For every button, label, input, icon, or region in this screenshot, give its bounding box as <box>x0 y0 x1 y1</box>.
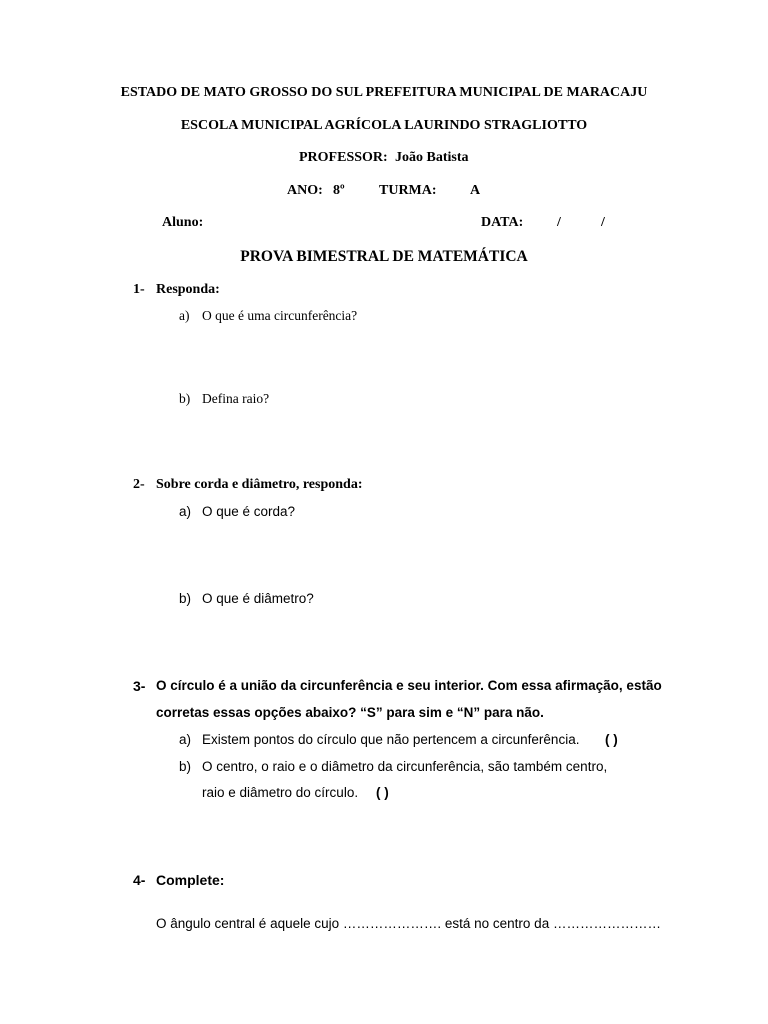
professor-name: João Batista <box>395 150 469 165</box>
q3-a-answer-box[interactable]: ( ) <box>605 732 618 747</box>
q1-number: 1- <box>133 282 145 297</box>
q4-text: Complete: <box>156 872 225 888</box>
q4-sentence: O ângulo central é aquele cujo …………………. está no centro da …………………… <box>156 916 661 931</box>
ano-value: 8º <box>333 183 345 198</box>
exam-title: PROVA BIMESTRAL DE MATEMÁTICA <box>240 248 528 265</box>
q2-b-text: O que é diâmetro? <box>202 591 314 606</box>
header-line-state: ESTADO DE MATO GROSSO DO SUL PREFEITURA MUNICIPAL DE MARACAJU <box>120 85 648 100</box>
q1-a-text: O que é uma circunferência? <box>202 308 358 323</box>
aluno-label: Aluno: <box>162 215 204 230</box>
q3-b-text-line-1: O centro, o raio e o diâmetro da circunferência, são também centro, <box>202 759 608 774</box>
q2-a-text: O que é corda? <box>202 504 296 519</box>
data-label: DATA: <box>481 215 524 230</box>
header-line-school: ESCOLA MUNICIPAL AGRÍCOLA LAURINDO STRAGLIOTTO <box>180 118 588 133</box>
q3-text-line-2: corretas essas opções abaixo? “S” para sim e “N” para não. <box>156 705 544 720</box>
q1-b-marker: b) <box>179 391 191 406</box>
q1-a-marker: a) <box>179 308 190 323</box>
q3-text-line-1: O círculo é a união da circunferência e seu interior. Com essa afirmação, estão <box>156 678 662 693</box>
data-slash-2: / <box>601 215 605 230</box>
q2-a-marker: a) <box>179 504 192 519</box>
q3-a-text: Existem pontos do círculo que não pertencem a circunferência. <box>202 732 580 747</box>
q2-number: 2- <box>133 477 145 492</box>
q2-text: Sobre corda e diâmetro, responda: <box>156 477 363 492</box>
professor-label: PROFESSOR: <box>299 150 388 165</box>
turma-value: A <box>470 183 481 198</box>
q3-a-marker: a) <box>179 732 192 747</box>
q3-number: 3- <box>133 678 146 694</box>
q1-text: Responda: <box>156 282 220 297</box>
turma-label: TURMA: <box>379 183 437 198</box>
ano-label: ANO: <box>287 183 323 198</box>
q2-b-marker: b) <box>179 591 192 606</box>
q3-b-answer-box[interactable]: ( ) <box>376 785 389 800</box>
q4-number: 4- <box>133 872 146 888</box>
q3-b-marker: b) <box>179 759 192 774</box>
q1-b-text: Defina raio? <box>202 391 270 406</box>
data-slash-1: / <box>557 215 561 230</box>
q3-b-text-line-2: raio e diâmetro do círculo. <box>202 785 359 800</box>
